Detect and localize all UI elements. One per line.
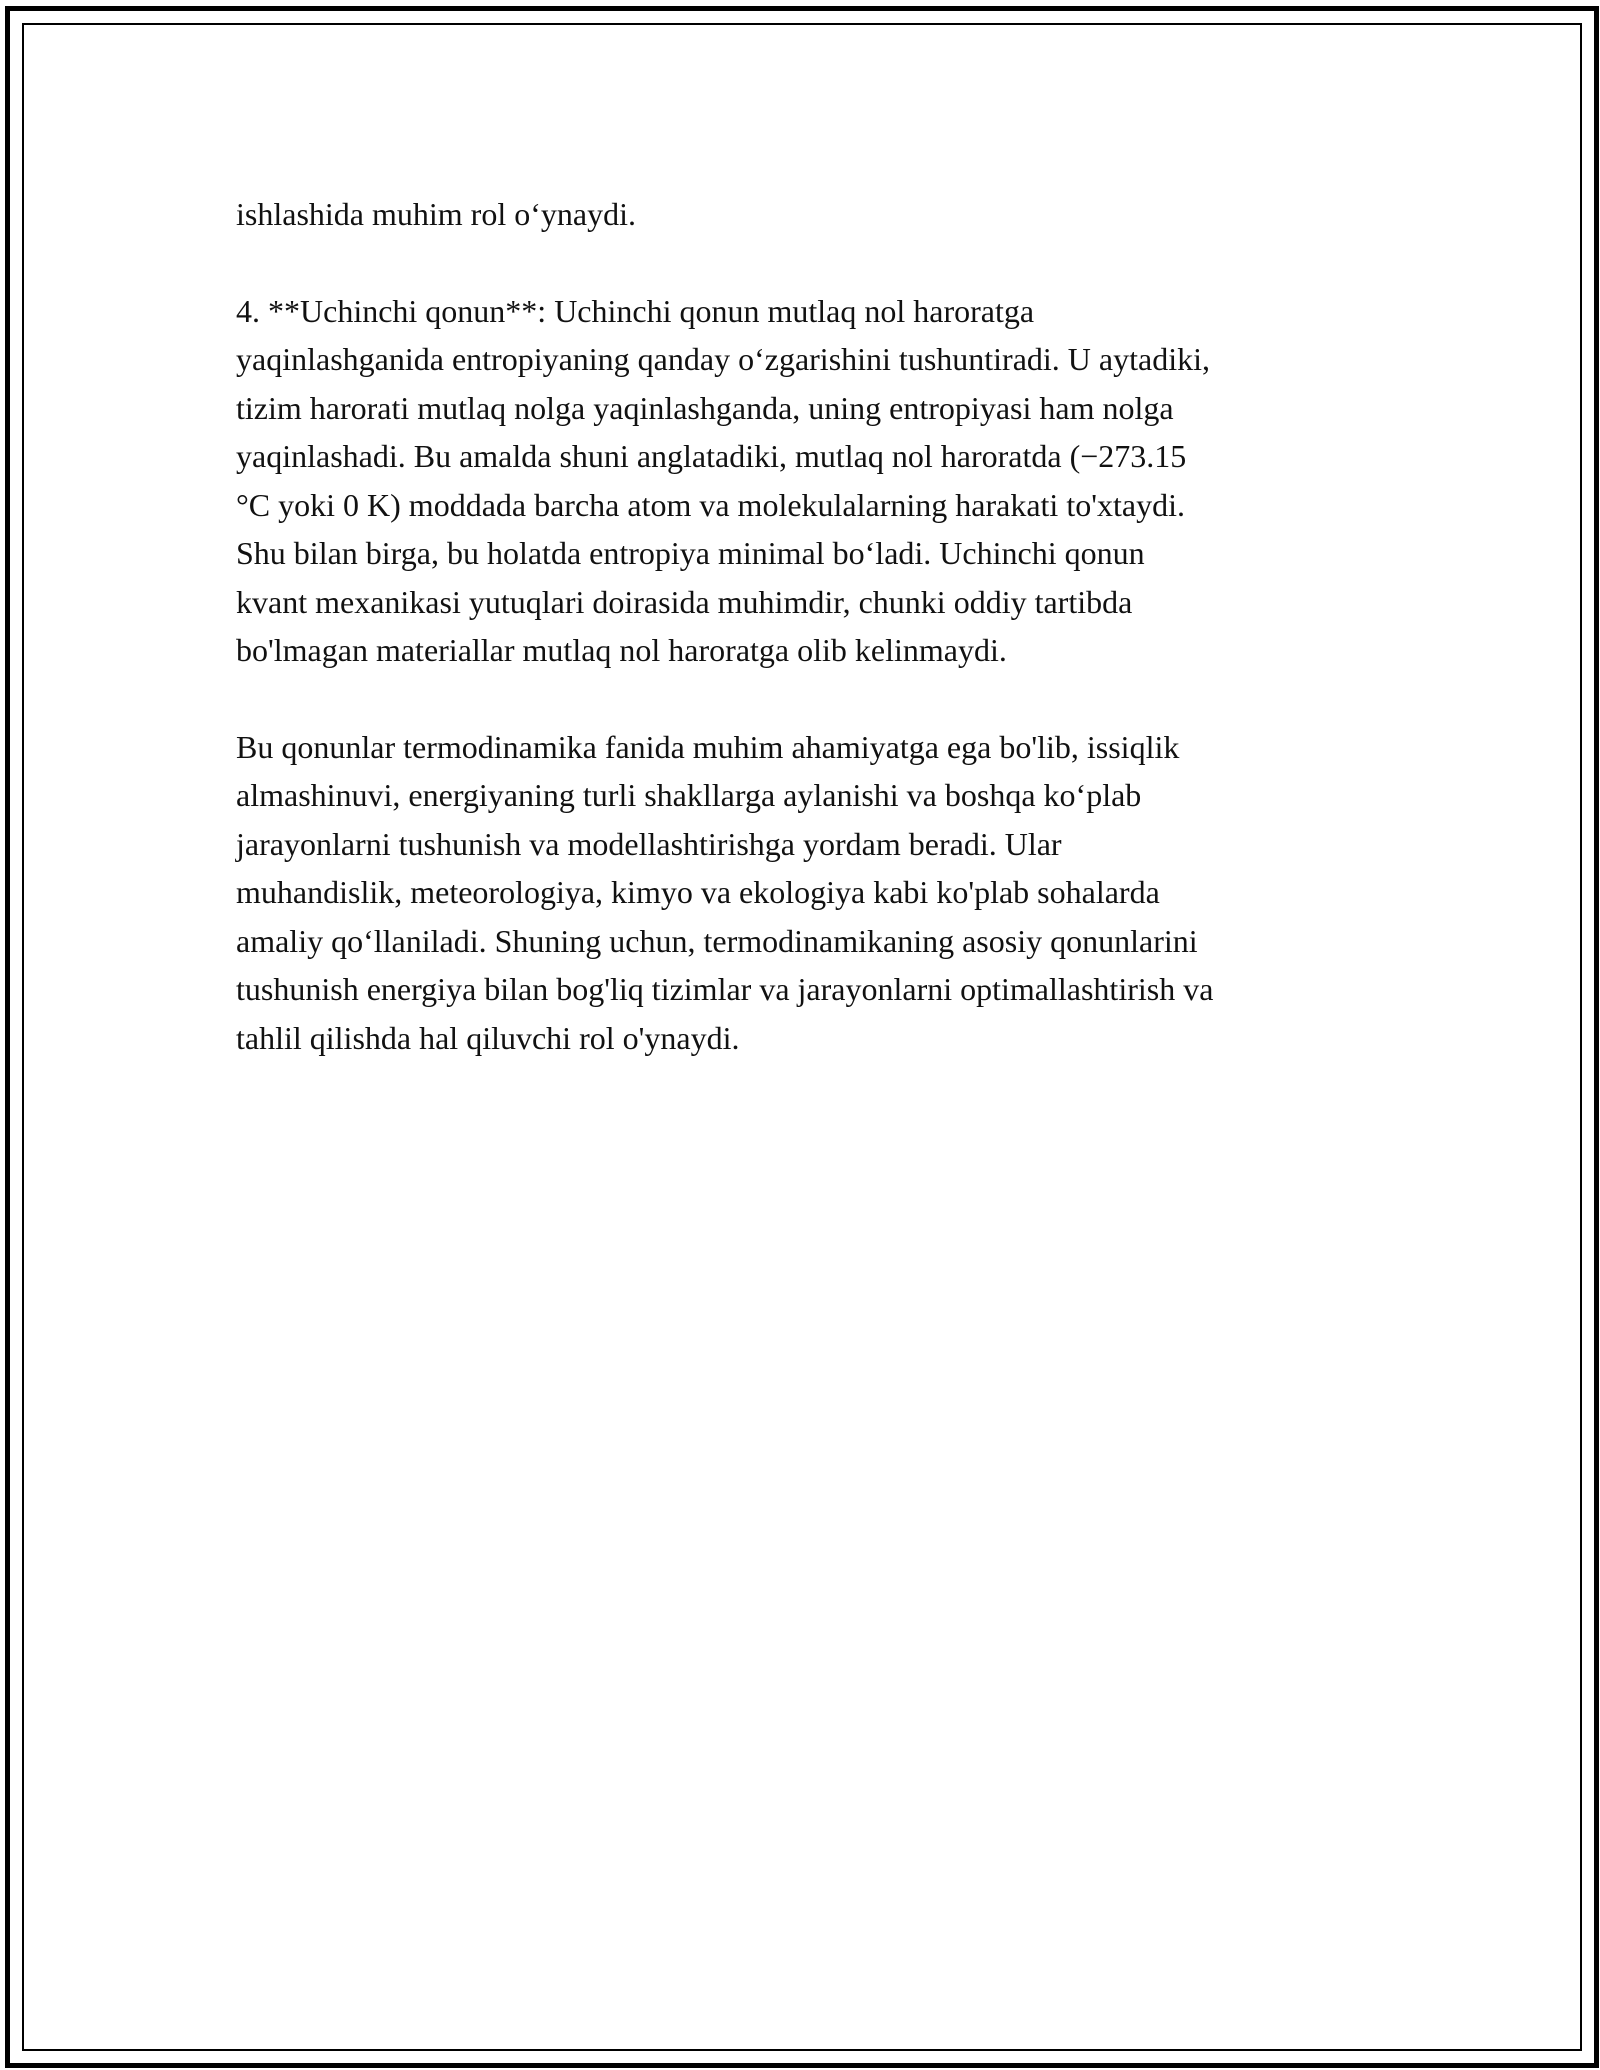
paragraph-conclusion: Bu qonunlar termodinamika fanida muhim ahamiyatga ega bo'lib, issiqlik almashinuvi, energiyaning turli shakllarga aylanishi va boshqa ko‘plab jarayonlarni tushunish va modellashtirishga yordam beradi. Ular muhandislik, meteorologiya, kimyo va ekologiya kabi ko'plab sohalarda amaliy qo‘llaniladi. Shuning uchun, termodinamikaning asosiy qonunlarini tushunish energiya bilan bog'liq tizimlar va jarayonlarni optimallashtirish va tahlil qilishda hal qiluvchi rol o'ynaydi. (236, 728, 1214, 1056)
paragraph-third-law: 4. **Uchinchi qonun**: Uchinchi qonun mutlaq nol haroratga yaqinlashganida entropiyaning qanday o‘zgarishini tushuntiradi. U aytadiki, tizim harorati mutlaq nolga yaqinlashganda, uning entropiyasi ham nolga yaqinlashadi. Bu amalda shuni anglatadiki, mutlaq nol haroratda (−273.15 °C yoki 0 K) moddada barcha atom va molekulalarning harakati to'xtaydi. Shu bilan birga, bu holatda entropiya minimal bo‘ladi. Uchinchi qonun kvant mexanikasi yutuqlari doirasida muhimdir, chunki oddiy tartibda bo'lmagan materiallar mutlaq nol haroratga olib kelinmaydi. (236, 292, 1210, 668)
document-body (236, 190, 1366, 1110)
paragraph-continuation: ishlashida muhim rol o‘ynaydi. (236, 196, 636, 232)
